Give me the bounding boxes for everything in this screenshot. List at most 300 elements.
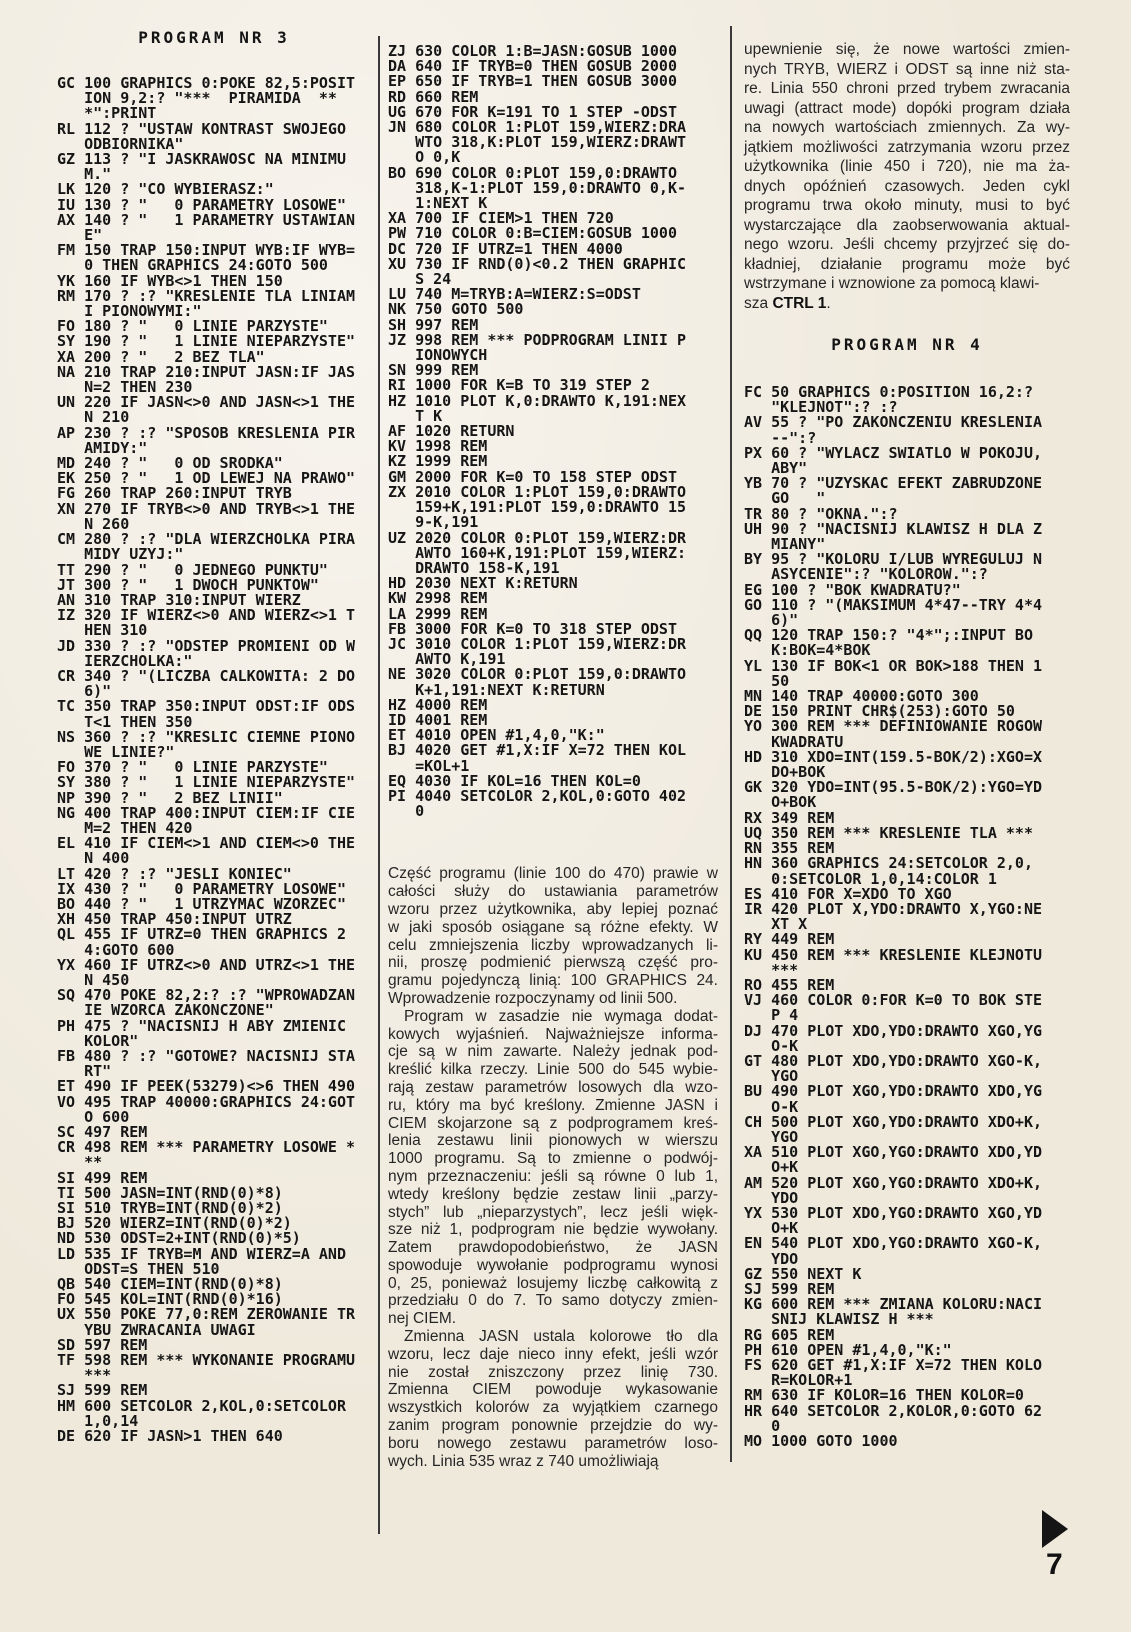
basic-statement: 620 GET #1,X:IF X=72 THEN KOLOR=KOLOR+1 xyxy=(771,1356,1043,1390)
basic-statement: 3020 COLOR 0:PLOT 159,0:DRAWTO K+1,191:NEXT K:RETURN xyxy=(415,665,696,699)
checksum-code: LK xyxy=(57,180,76,199)
code-line xyxy=(744,1021,1046,1055)
checksum-code: YB xyxy=(744,474,763,493)
text-line: zanim program ponownie przejdzie do wy- xyxy=(388,1417,718,1435)
code-line xyxy=(744,1112,1046,1146)
middle-column xyxy=(388,44,718,1470)
code-line xyxy=(388,120,690,166)
basic-statement: 730 IF RND(0)<0.2 THEN GRAPHICS 24 xyxy=(415,254,687,289)
basic-statement: 997 REM xyxy=(415,315,479,334)
basic-statement: 449 REM xyxy=(771,930,835,949)
text-line: programu trwa około minuty, musi to być xyxy=(744,197,1070,214)
code-line xyxy=(744,1145,1046,1175)
checksum-code: KG xyxy=(744,1295,763,1314)
checksum-code: RM xyxy=(57,286,76,305)
basic-statement: 470 POKE 82,2:? :? "WPROWADZANIE WZORCA ZAKONCZONE" xyxy=(84,986,356,1020)
basic-statement: 420 ? :? "JESLI KONIEC" xyxy=(84,864,292,883)
basic-statement: 440 ? " 1 UTRZYMAC WZORZEC" xyxy=(84,894,346,913)
checksum-code: JN xyxy=(388,118,407,137)
code-line xyxy=(744,1401,1046,1435)
checksum-code: IU xyxy=(57,195,76,214)
code-line xyxy=(744,1236,1046,1266)
basic-statement: 100 GRAPHICS 0:POKE 82,5:POSITION 9,2:? "*** PIRAMIDA ***":PRINT xyxy=(84,74,356,123)
text-line: re. Linia 550 chroni przed trybem zwracania xyxy=(744,80,1070,97)
code-line xyxy=(744,993,1046,1023)
basic-statement: 475 ? "NACISNIJ H ABY ZMIENIC KOLOR" xyxy=(84,1016,356,1050)
text-line: nych TRYB, WIERZ i ODST są inne niż sta- xyxy=(744,60,1070,78)
checksum-code: YK xyxy=(57,271,76,290)
text-line: CIEM skojarzone są z podprogramem kreś- xyxy=(388,1114,718,1132)
checksum-code: YX xyxy=(57,955,76,974)
checksum-code: TF xyxy=(57,1351,76,1370)
checksum-code: CR xyxy=(57,1138,76,1157)
code-line xyxy=(57,1244,359,1278)
code-line xyxy=(744,1203,1046,1238)
checksum-code: RL xyxy=(57,119,76,138)
basic-statement: 680 COLOR 1:PLOT 159,WIERZ:DRAWTO 318,K:PLOT 159,WIERZ:DRAWTO 0,K xyxy=(415,118,687,167)
code-line xyxy=(744,945,1052,979)
checksum-code: HZ xyxy=(388,391,407,410)
basic-statement: 130 IF BOK<1 OR BOK>188 THEN 150 xyxy=(771,656,1043,690)
checksum-code: SQ xyxy=(57,986,76,1005)
basic-statement: 4000 REM xyxy=(415,695,488,714)
text-line: rają zestaw parametrów losowych dla wzo- xyxy=(388,1078,718,1096)
checksum-code: RI xyxy=(388,376,407,395)
basic-statement: 460 IF UTRZ<>0 AND UTRZ<>1 THEN 450 xyxy=(84,955,356,989)
code-line xyxy=(744,1051,1046,1086)
basic-statement: 605 REM xyxy=(771,1325,835,1344)
basic-statement: 2010 COLOR 1:PLOT 159,0:DRAWTO 159+K,191:PLOT 159,0:DRAWTO 159-K,191 xyxy=(415,482,696,532)
basic-statement: 400 TRAP 400:INPUT CIEM:IF CIEM=2 THEN 420 xyxy=(84,803,356,837)
basic-statement: 220 IF JASN<>0 AND JASN<>1 THEN 210 xyxy=(84,393,356,427)
checksum-code: BJ xyxy=(388,741,407,760)
checksum-code: RX xyxy=(744,808,763,827)
checksum-code: KV xyxy=(388,437,407,456)
basic-statement: 710 COLOR 0:B=CIEM:GOSUB 1000 xyxy=(415,224,677,243)
program-4-listing xyxy=(744,383,1052,1451)
code-line xyxy=(388,743,690,773)
text-line: upewnienie się, że nowe wartości zmien- xyxy=(744,41,1070,58)
code-line xyxy=(388,163,690,213)
text-line: Część programu (linie 100 do 470) prawie w xyxy=(388,865,718,883)
basic-statement: 630 COLOR 1:B=JASN:GOSUB 1000 xyxy=(415,42,677,60)
checksum-code: GO xyxy=(744,595,763,614)
code-line xyxy=(744,717,1052,751)
code-line xyxy=(744,519,1046,554)
checksum-code: QB xyxy=(57,1275,76,1294)
checksum-code: PH xyxy=(744,1340,763,1359)
basic-statement: 599 REM xyxy=(771,1279,835,1298)
checksum-code: LA xyxy=(388,604,407,623)
right-column xyxy=(744,40,1070,1449)
checksum-code: PX xyxy=(744,443,763,462)
code-line xyxy=(57,210,359,245)
article-body xyxy=(388,865,718,1470)
checksum-code: RY xyxy=(744,930,763,949)
basic-statement: 180 ? " 0 LINIE PARZYSTE" xyxy=(84,317,328,336)
basic-statement: 530 ODST=2+INT(RND(0)*5) xyxy=(84,1229,301,1248)
basic-statement: 600 SETCOLOR 2,KOL,0:SETCOLOR 1,0,14 xyxy=(84,1396,356,1430)
basic-statement: 290 ? " 0 JEDNEGO PUNKTU" xyxy=(84,560,328,579)
checksum-code: XA xyxy=(57,347,76,366)
checksum-code: MN xyxy=(744,687,763,706)
basic-statement: 112 ? "USTAW KONTRAST SWOJEGO ODBIORNIKA" xyxy=(84,119,356,153)
code-line xyxy=(57,1429,359,1444)
code-line xyxy=(388,634,690,669)
checksum-code: SY xyxy=(57,773,76,792)
checksum-code: QL xyxy=(57,925,76,944)
checksum-code: QQ xyxy=(744,626,763,645)
code-line xyxy=(57,76,359,122)
checksum-code: FS xyxy=(744,1356,763,1374)
basic-statement: 120 TRAP 150:? "4*";:INPUT BOK:BOK=4*BOK xyxy=(771,626,1033,660)
checksum-code: NG xyxy=(57,803,76,822)
next-page-arrow-icon xyxy=(1042,1510,1068,1548)
checksum-code: LU xyxy=(388,285,407,304)
basic-statement: 540 PLOT XDO,YGO:DRAWTO XGO-K,YDO xyxy=(771,1234,1043,1268)
checksum-code: TI xyxy=(57,1183,76,1202)
basic-statement: 450 TRAP 450:INPUT UTRZ xyxy=(84,910,292,929)
basic-statement: 999 REM xyxy=(415,361,479,380)
basic-statement: 640 IF TRYB=0 THEN GOSUB 2000 xyxy=(415,57,677,76)
checksum-code: ES xyxy=(744,884,763,903)
text-line: spowoduje wywołanie podprogramu wynosi xyxy=(388,1256,718,1274)
text-line: uwagi (attract mode) dopóki program działa xyxy=(744,99,1070,117)
code-line xyxy=(57,243,359,273)
checksum-code: RM xyxy=(744,1386,763,1405)
checksum-code: GK xyxy=(744,778,763,797)
code-line xyxy=(744,1173,1046,1207)
checksum-code: SN xyxy=(388,361,407,380)
basic-statement: 670 FOR K=191 TO 1 STEP -ODST xyxy=(415,102,677,121)
text-line: nym przeznaczeniu: jeśli są równe 0 lub 1, xyxy=(388,1167,718,1185)
basic-statement: 4020 GET #1,X:IF X=72 THEN KOL=KOL+1 xyxy=(415,741,687,775)
checksum-code: JZ xyxy=(388,330,407,349)
basic-statement: 50 GRAPHICS 0:POSITION 16,2:? "KLEJNOT":? :? xyxy=(771,383,1043,417)
basic-statement: 660 REM xyxy=(415,87,479,106)
checksum-code: KU xyxy=(744,945,763,964)
checksum-code: RD xyxy=(388,87,407,106)
text-line: wych. Linia 535 wraz z 740 umożliwiają xyxy=(388,1452,659,1470)
code-line xyxy=(744,856,1046,886)
checksum-code: MD xyxy=(57,454,76,473)
code-line xyxy=(57,955,359,989)
basic-statement: 490 IF PEEK(53279)<>6 THEN 490 xyxy=(84,1077,356,1096)
code-line xyxy=(57,699,359,729)
text-line: stych” lub „nieparzystych”, lecz jeśli więk- xyxy=(388,1203,718,1221)
basic-statement: 650 IF TRYB=1 THEN GOSUB 3000 xyxy=(415,72,677,91)
basic-statement: 200 ? " 2 BEZ TLA" xyxy=(84,347,265,366)
program-3-title: PROGRAM NR 3 xyxy=(138,28,290,47)
code-line xyxy=(744,628,1046,658)
basic-statement: 310 XDO=INT(159.5-BOK/2):XGO=XDO+BOK xyxy=(771,747,1043,782)
basic-statement: 1010 PLOT K,0:DRAWTO K,191:NEXT K xyxy=(415,391,687,425)
checksum-code: SD xyxy=(57,1335,76,1354)
text-line: Program w zasadzie nie wymaga dodat- xyxy=(404,1007,718,1025)
checksum-code: FG xyxy=(57,484,76,503)
checksum-code: AM xyxy=(744,1173,763,1192)
checksum-code: BO xyxy=(57,894,76,913)
basic-statement: 510 TRYB=INT(RND(0)*2) xyxy=(84,1199,283,1218)
code-line xyxy=(57,927,359,957)
basic-statement: 300 ? " 1 DWOCH PUNKTOW" xyxy=(84,575,319,594)
basic-statement: 410 IF CIEM<>1 AND CIEM<>0 THEN 400 xyxy=(84,834,356,868)
text-line: przedziału 0 do 7. To samo dotyczy zmien- xyxy=(388,1292,718,1310)
basic-statement: 260 TRAP 260:INPUT TRYB xyxy=(84,484,292,503)
basic-statement: 495 TRAP 40000:GRAPHICS 24:GOTO 600 xyxy=(84,1092,356,1126)
checksum-code: GZ xyxy=(57,150,76,169)
checksum-code: UN xyxy=(57,393,76,412)
code-line xyxy=(57,362,359,397)
checksum-code: VO xyxy=(57,1092,76,1111)
basic-statement: 250 ? " 1 OD LEWEJ NA PRAWO" xyxy=(84,469,356,488)
basic-statement: 460 COLOR 0:FOR K=0 TO BOK STEP 4 xyxy=(771,991,1043,1025)
text-line: gramu pojedynczą linią: 100 GRAPHICS 24. xyxy=(388,972,718,990)
basic-statement: 610 OPEN #1,4,0,"K:" xyxy=(771,1340,952,1359)
text-line: ru, który ma być kreślony. Zmienne JASN i xyxy=(388,1096,718,1114)
checksum-code: PI xyxy=(388,786,407,805)
text-line: całości służy do ustawiania parametrów xyxy=(388,883,718,901)
checksum-code: NS xyxy=(57,727,76,746)
checksum-code: NP xyxy=(57,788,76,807)
code-line xyxy=(57,395,359,425)
checksum-code: UX xyxy=(57,1305,76,1324)
article-body-continued xyxy=(744,40,1070,313)
code-line xyxy=(57,1351,365,1385)
code-line xyxy=(57,119,359,153)
text-line: 0, 25, ponieważ losujemy liczbę całkowitą z xyxy=(388,1274,718,1292)
basic-statement: 140 TRAP 40000:GOTO 300 xyxy=(771,687,979,706)
checksum-code: FO xyxy=(57,317,76,336)
text-line: użytkownika (linie 450 i 720), nie ma ża- xyxy=(744,158,1070,175)
column-divider-right xyxy=(730,26,732,1462)
basic-statement: 450 REM *** KRESLENIE KLEJNOTU *** xyxy=(771,945,1052,979)
checksum-code: IX xyxy=(57,879,76,898)
checksum-code: UZ xyxy=(388,528,407,547)
basic-statement: 355 REM xyxy=(771,839,835,858)
basic-statement: 1020 RETURN xyxy=(415,422,515,441)
basic-statement: 95 ? "KOLORU I/LUB WYREGULUJ NASYCENIE":? "KOLOROW.":? xyxy=(771,550,1043,584)
text-line: wzoru, lecz daje nieco inny efekt, jeśli wzór xyxy=(388,1345,718,1363)
checksum-code: AX xyxy=(57,210,76,229)
text-line: Zmienna JASN ustala kolorowe tło dla xyxy=(404,1328,718,1346)
basic-statement: 170 ? :? "KRESLENIE TLA LINIAMI PIONOWYMI:" xyxy=(84,286,356,321)
code-line xyxy=(57,988,359,1018)
paragraph-2 xyxy=(388,1008,718,1328)
basic-statement: 340 ? "(LICZBA CALKOWITA: 2 DO 6)" xyxy=(84,666,365,701)
checksum-code: XA xyxy=(388,209,407,228)
text-line: wtedy kreślony będzie zestaw linii „parzy- xyxy=(388,1185,718,1203)
checksum-code: SY xyxy=(57,332,76,351)
text-line: Zmienna CIEM powoduje wykasowanie xyxy=(388,1381,718,1399)
checksum-code: EQ xyxy=(388,771,407,790)
checksum-code: SJ xyxy=(57,1381,76,1400)
basic-statement: 640 SETCOLOR 2,KOLOR,0:GOTO 620 xyxy=(771,1401,1043,1435)
basic-statement: 4001 REM xyxy=(415,710,488,729)
text-line: wstrzymane i wznowione za pomocą klawi- xyxy=(744,275,1040,292)
basic-statement: 3010 COLOR 1:PLOT 159,WIERZ:DRAWTO K,191 xyxy=(415,634,687,669)
basic-statement: 270 IF TRYB<>0 AND TRYB<>1 THEN 260 xyxy=(84,499,356,533)
code-line xyxy=(744,1434,1046,1449)
basic-statement: 280 ? :? "DLA WIERZCHOLKA PIRAMIDY UZYJ:" xyxy=(84,530,356,564)
basic-statement: 480 ? :? "GOTOWE? NACISNIJ START" xyxy=(84,1047,356,1081)
checksum-code: ND xyxy=(57,1229,76,1248)
basic-statement: 330 ? :? "ODSTEP PROMIENI OD WIERZCHOLKA:" xyxy=(84,636,356,670)
basic-statement: 210 TRAP 210:INPUT JASN:IF JASN=2 THEN 230 xyxy=(84,362,356,397)
checksum-code: VJ xyxy=(744,991,763,1010)
basic-statement: 360 ? :? "KRESLIC CIEMNE PIONOWE LINIE?" xyxy=(84,727,356,761)
text-line: nego wzoru. Jeśli chcemy przyjrzeć się do- xyxy=(744,236,1070,253)
checksum-code: RN xyxy=(744,839,763,858)
text-line: nie został zniszczony przez linię 730. xyxy=(388,1363,718,1381)
basic-statement: 2000 FOR K=0 TO 158 STEP ODST xyxy=(415,467,677,486)
basic-statement: 430 ? " 0 PARAMETRY LOSOWE" xyxy=(84,879,346,898)
code-line xyxy=(744,1358,1046,1388)
basic-statement: 420 PLOT X,YDO:DRAWTO X,YGO:NEXT X xyxy=(771,899,1043,934)
basic-statement: 498 REM *** PARAMETRY LOSOWE *** xyxy=(84,1138,356,1172)
basic-statement: 998 REM *** PODPROGRAM LINII PIONOWYCH xyxy=(415,330,687,365)
basic-statement: 455 REM xyxy=(771,975,835,994)
code-line xyxy=(388,254,690,289)
checksum-code: LD xyxy=(57,1244,76,1263)
checksum-code: GC xyxy=(57,74,76,92)
basic-statement: 2030 NEXT K:RETURN xyxy=(415,574,578,593)
code-line xyxy=(57,286,359,321)
checksum-code: IZ xyxy=(57,606,76,625)
code-line xyxy=(744,656,1046,690)
checksum-code: AP xyxy=(57,423,76,442)
basic-statement: 70 ? "UZYSKAC EFEKT ZABRUDZONEGO " xyxy=(771,474,1043,508)
basic-statement: 80 ? "OKNA.":? xyxy=(771,504,898,523)
basic-statement: 130 ? " 0 PARAMETRY LOSOWE" xyxy=(84,195,346,214)
checksum-code: DA xyxy=(388,57,407,76)
basic-statement: 380 ? " 1 LINIE NIEPARZYSTE" xyxy=(84,773,356,792)
code-line xyxy=(57,1307,359,1337)
text-line: wystarczające dla zaobserwowania aktual- xyxy=(744,216,1070,234)
basic-statement: 545 KOL=INT(RND(0)*16) xyxy=(84,1290,283,1309)
text-line: wzoru przez użytkownika, aby lepiej poznać xyxy=(388,900,718,918)
basic-statement: 360 GRAPHICS 24:SETCOLOR 2,0,0:SETCOLOR 1,0,14:COLOR 1 xyxy=(771,854,1033,888)
basic-statement: 410 FOR X=XDO TO XGO xyxy=(771,884,952,903)
checksum-code: AV xyxy=(744,413,763,432)
checksum-code: RG xyxy=(744,1325,763,1344)
program-3-listing-continued xyxy=(388,42,696,821)
code-line xyxy=(744,595,1046,630)
basic-statement: 550 POKE 77,0:REM ZEROWANIE TRYBU ZWRACANIA UWAGI xyxy=(84,1305,356,1339)
checksum-code: IR xyxy=(744,899,763,918)
code-line xyxy=(57,1092,359,1126)
code-line xyxy=(57,499,359,533)
checksum-code: CH xyxy=(744,1112,763,1131)
checksum-code: BU xyxy=(744,1082,763,1101)
basic-statement: 740 M=TRYB:A=WIERZ:S=ODST xyxy=(415,285,641,304)
basic-statement: 520 WIERZ=INT(RND(0)*2) xyxy=(84,1214,292,1233)
basic-statement: 150 PRINT CHR$(253):GOTO 50 xyxy=(771,702,1015,721)
code-line xyxy=(57,608,359,638)
basic-statement: 349 REM xyxy=(771,808,835,827)
checksum-code: NK xyxy=(388,300,407,319)
text-line: lenia zestawu linii pionowych w wierszu xyxy=(388,1132,718,1150)
checksum-code: PW xyxy=(388,224,407,243)
code-line xyxy=(57,1049,359,1079)
code-line xyxy=(744,747,1046,782)
text-line: nii, proszę podmienić pierwszą część pro- xyxy=(388,954,718,972)
basic-statement: 510 PLOT XGO,YGO:DRAWTO XDO,YDO+K xyxy=(771,1143,1043,1177)
code-line xyxy=(57,1016,359,1050)
basic-statement: 230 ? :? "SPOSOB KRESLENIA PIRAMIDY:" xyxy=(84,423,356,457)
checksum-code: NA xyxy=(57,362,76,381)
checksum-code: RO xyxy=(744,975,763,994)
code-line xyxy=(57,152,359,182)
program-3-listing xyxy=(57,74,365,1446)
checksum-code: EG xyxy=(744,580,763,599)
basic-statement: 3000 FOR K=0 TO 318 STEP ODST xyxy=(415,619,677,638)
text-line: celu zmniejszenia liczby wprowadzanych li- xyxy=(388,936,718,954)
checksum-code: FC xyxy=(744,383,763,401)
checksum-code: HR xyxy=(744,1401,763,1420)
checksum-code: YL xyxy=(744,656,763,675)
checksum-code: AN xyxy=(57,590,76,609)
left-column xyxy=(57,28,371,1444)
checksum-code: FO xyxy=(57,1290,76,1309)
basic-statement: 630 IF KOLOR=16 THEN KOLOR=0 xyxy=(771,1386,1024,1405)
checksum-code: YO xyxy=(744,717,763,736)
paragraph-3 xyxy=(388,1328,718,1470)
basic-statement: 2020 COLOR 0:PLOT 159,WIERZ:DRAWTO 160+K,191:PLOT 159,WIERZ:DRAWTO 158-K,191 xyxy=(415,528,687,577)
basic-statement: 690 COLOR 0:PLOT 159,0:DRAWTO 318,K-1:PLOT 159,0:DRAWTO 0,K-1:NEXT K xyxy=(415,163,687,213)
code-line xyxy=(57,423,359,457)
basic-statement: 480 PLOT XDO,YDO:DRAWTO XGO-K,YGO xyxy=(771,1051,1043,1086)
code-line xyxy=(744,1084,1046,1114)
code-line xyxy=(388,391,690,425)
checksum-code: AF xyxy=(388,422,407,441)
code-line xyxy=(57,836,359,866)
checksum-code: PH xyxy=(57,1016,76,1035)
basic-statement: 597 REM xyxy=(84,1335,148,1354)
column-divider-left xyxy=(378,36,380,1534)
ctrl-1-key-label: CTRL 1 xyxy=(772,294,827,312)
basic-statement: 4030 IF KOL=16 THEN KOL=0 xyxy=(415,771,641,790)
code-line xyxy=(744,385,1046,415)
checksum-code: XH xyxy=(57,910,76,929)
basic-statement: 55 ? "PO ZAKONCZENIU KRESLENIA --":? xyxy=(771,413,1052,447)
basic-statement: 490 PLOT XGO,YDO:DRAWTO XDO,YGO-K xyxy=(771,1082,1043,1116)
checksum-code: GZ xyxy=(744,1264,763,1283)
basic-statement: 240 ? " 0 OD SRODKA" xyxy=(84,454,283,473)
code-line xyxy=(388,330,690,365)
basic-statement: 2998 REM xyxy=(415,589,488,608)
basic-statement: 320 IF WIERZ<>0 AND WIERZ<>1 THEN 310 xyxy=(84,606,356,640)
checksum-code: HD xyxy=(744,747,763,766)
checksum-code: SI xyxy=(57,1199,76,1218)
checksum-code: CR xyxy=(57,666,76,685)
basic-statement: 2999 REM xyxy=(415,604,488,623)
code-line xyxy=(744,443,1052,478)
checksum-code: CM xyxy=(57,530,76,549)
checksum-code: YX xyxy=(744,1203,763,1222)
basic-statement: 530 PLOT XDO,YGO:DRAWTO XGO,YDO+K xyxy=(771,1203,1043,1238)
text-line: sze niż 1, podprogram nie będzie wywołany. xyxy=(388,1221,718,1239)
basic-statement: 700 IF CIEM>1 THEN 720 xyxy=(415,209,614,228)
checksum-code: HN xyxy=(744,854,763,873)
basic-statement: 600 REM *** ZMIANA KOLORU:NACISNIJ KLAWISZ H *** xyxy=(771,1295,1043,1329)
basic-statement: 113 ? "I JASKRAWOSC NA MINIMUM." xyxy=(84,150,346,184)
text-line: kreślić kilka rzeczy. Linie 500 do 545 wybie- xyxy=(388,1061,718,1079)
checksum-code: DJ xyxy=(744,1021,763,1040)
checksum-code: EP xyxy=(388,72,407,91)
checksum-code: XN xyxy=(57,499,76,518)
code-line xyxy=(388,665,696,699)
